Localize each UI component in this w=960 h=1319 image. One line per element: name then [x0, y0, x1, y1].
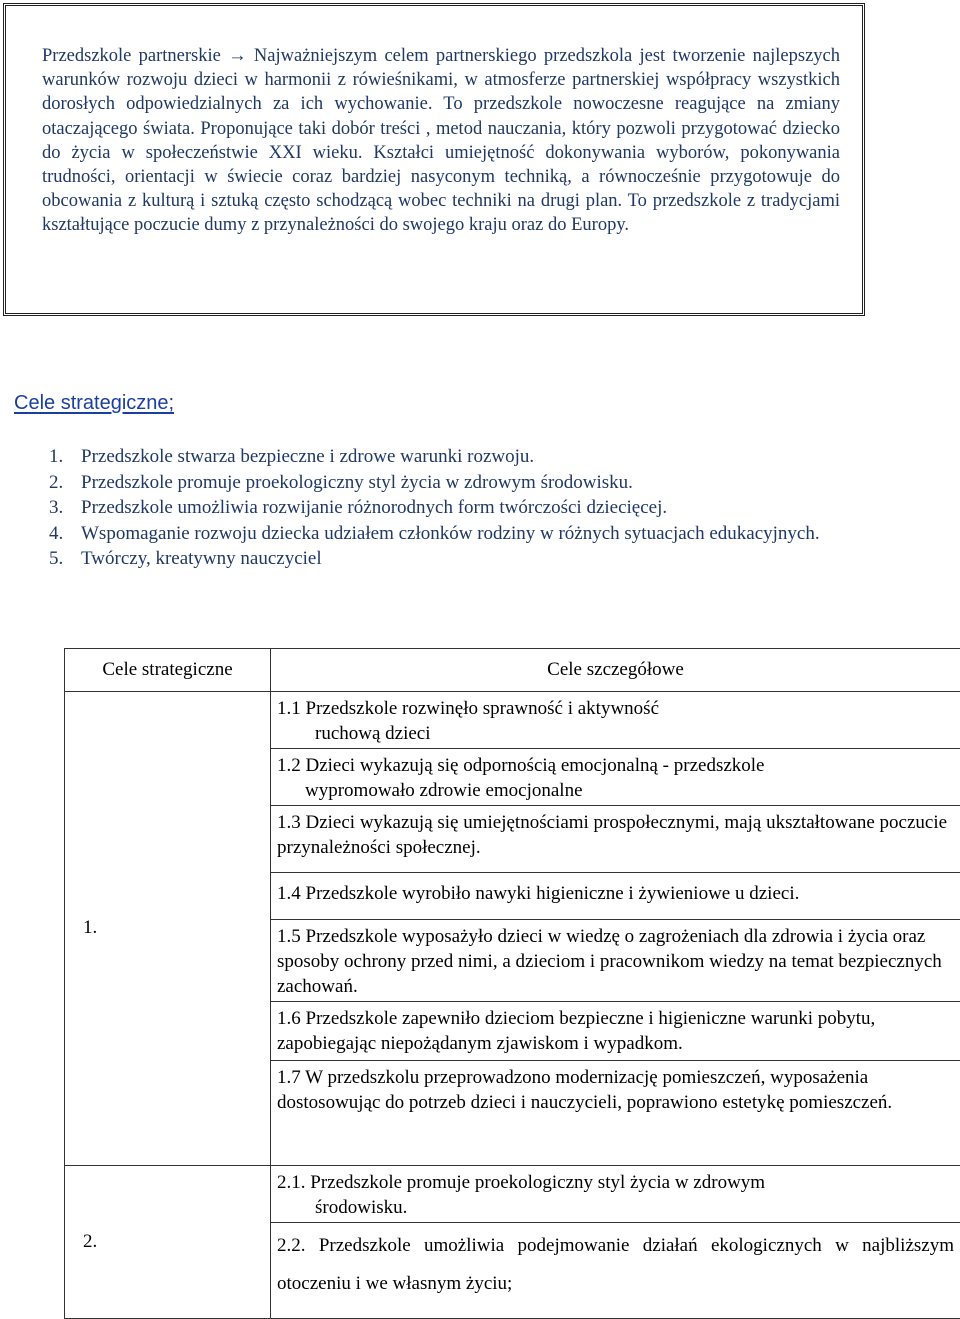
section-heading: Cele strategiczne; — [14, 392, 174, 415]
arrow-icon: → — [228, 46, 247, 66]
list-number: 4. — [49, 521, 63, 547]
list-item — [49, 546, 849, 572]
detail-item — [271, 1060, 960, 1144]
intro-body: Najważniejszym celem partnerskiego przedszkola jest tworzenie najlepszych warunków rozwoju dzieci w harmonii z rówieśnikami, w atmosferze partnerskiej współpracy wszystkich dorosłych odpowiedzialnych za ich wychowanie. To przedszkole nowoczesne reagujące na zmiany otaczającego świata. Proponujące taki dobór treści , metod nauczania, który pozwoli przygotować dziecko do życia w społeczeństwie XXI wieku. Kształci umiejętność dokonywania wyborów, pokonywania trudności, orientacji w świecie coraz bardziej nasyconym techniką, a równocześnie przygotowuje do obcowania z kulturą i sztuką często schodzącą wobec techniki na drugi plan. To przedszkole z tradycjami kształtujące poczucie dumy z przynależności do swojego kraju oraz do Europy. — [42, 46, 840, 235]
list-number: 2. — [49, 470, 63, 496]
detail-text: 1.4 Przedszkole wyrobiło nawyki higieniczne i żywieniowe u dzieci. — [277, 883, 799, 904]
detail-item — [271, 1001, 960, 1060]
intro-paragraph — [42, 44, 840, 238]
detail-text: 1.6 Przedszkole zapewniło dzieciom bezpieczne i higieniczne warunki pobytu, zapobiegając niepożądanym zjawiskom i wypadkom. — [277, 1008, 875, 1054]
detail-text: 1.2 Dzieci wykazują się odpornością emocjonalną - przedszkole — [277, 755, 764, 776]
detail-text-cont: ruchową dzieci — [277, 721, 954, 746]
detail-text: 2.2. Przedszkole umożliwia podejmowanie działań ekologicznych w najbliższym otoczeniu i we własnym życiu; — [277, 1235, 954, 1294]
detail-text: 1.1 Przedszkole rozwinęło sprawność i aktywność — [277, 698, 659, 719]
detail-text: 1.5 Przedszkole wyposażyło dzieci w wiedzę o zagrożeniach dla zdrowia i życia oraz sposoby ochrony przed nimi, a dzieciom i pracownikom wiedzy na temat bezpiecznych zachowań. — [277, 926, 942, 997]
list-text: Przedszkole promuje proekologiczny styl życia w zdrowym środowisku. — [81, 472, 633, 493]
group-details — [271, 1166, 960, 1319]
table-row — [65, 692, 960, 1166]
list-number: 3. — [49, 495, 63, 521]
detail-text: 2.1. Przedszkole promuje proekologiczny styl życia w zdrowym — [277, 1172, 765, 1193]
list-item — [49, 521, 849, 547]
header-detailed: Cele szczegółowe — [271, 649, 960, 692]
detail-item — [271, 692, 960, 748]
header-strategic: Cele strategiczne — [65, 649, 271, 692]
table-header-row — [65, 649, 960, 692]
list-text: Wspomaganie rozwoju dziecka udziałem członków rodziny w różnych sytuacjach edukacyjnych. — [81, 523, 820, 544]
detail-item — [271, 805, 960, 872]
detail-text-cont: wypromowało zdrowie emocjonalne — [277, 778, 954, 803]
detail-text: 1.7 W przedszkolu przeprowadzono modernizację pomieszczeń, wyposażenia dostosowując do potrzeb dzieci i nauczycieli, poprawiono estetykę pomieszczeń. — [277, 1067, 892, 1113]
detail-text-cont: środowisku. — [277, 1195, 954, 1220]
group-details — [271, 692, 960, 1166]
list-text: Przedszkole umożliwia rozwijanie różnorodnych form twórczości dziecięcej. — [81, 497, 667, 518]
group-number: 2. — [65, 1166, 271, 1319]
goals-table — [64, 648, 960, 1319]
list-text: Przedszkole stwarza bezpieczne i zdrowe warunki rozwoju. — [81, 446, 534, 467]
strategic-goals-list — [49, 444, 849, 572]
detail-text: 1.3 Dzieci wykazują się umiejętnościami prospołecznymi, mają ukształtowane poczucie przynależności społecznej. — [277, 812, 947, 858]
list-text: Twórczy, kreatywny nauczyciel — [81, 548, 322, 569]
detail-item — [271, 919, 960, 1001]
group-number: 1. — [65, 692, 271, 1166]
intro-box — [3, 3, 865, 316]
intro-lead: Przedszkole partnerskie — [42, 46, 221, 66]
list-item — [49, 444, 849, 470]
detail-item — [271, 748, 960, 805]
list-number: 1. — [49, 444, 63, 470]
table-row — [65, 1166, 960, 1319]
detail-item — [271, 1166, 960, 1222]
list-number: 5. — [49, 546, 63, 572]
list-item — [49, 495, 849, 521]
list-item — [49, 470, 849, 496]
detail-item — [271, 1222, 960, 1311]
detail-item — [271, 872, 960, 919]
